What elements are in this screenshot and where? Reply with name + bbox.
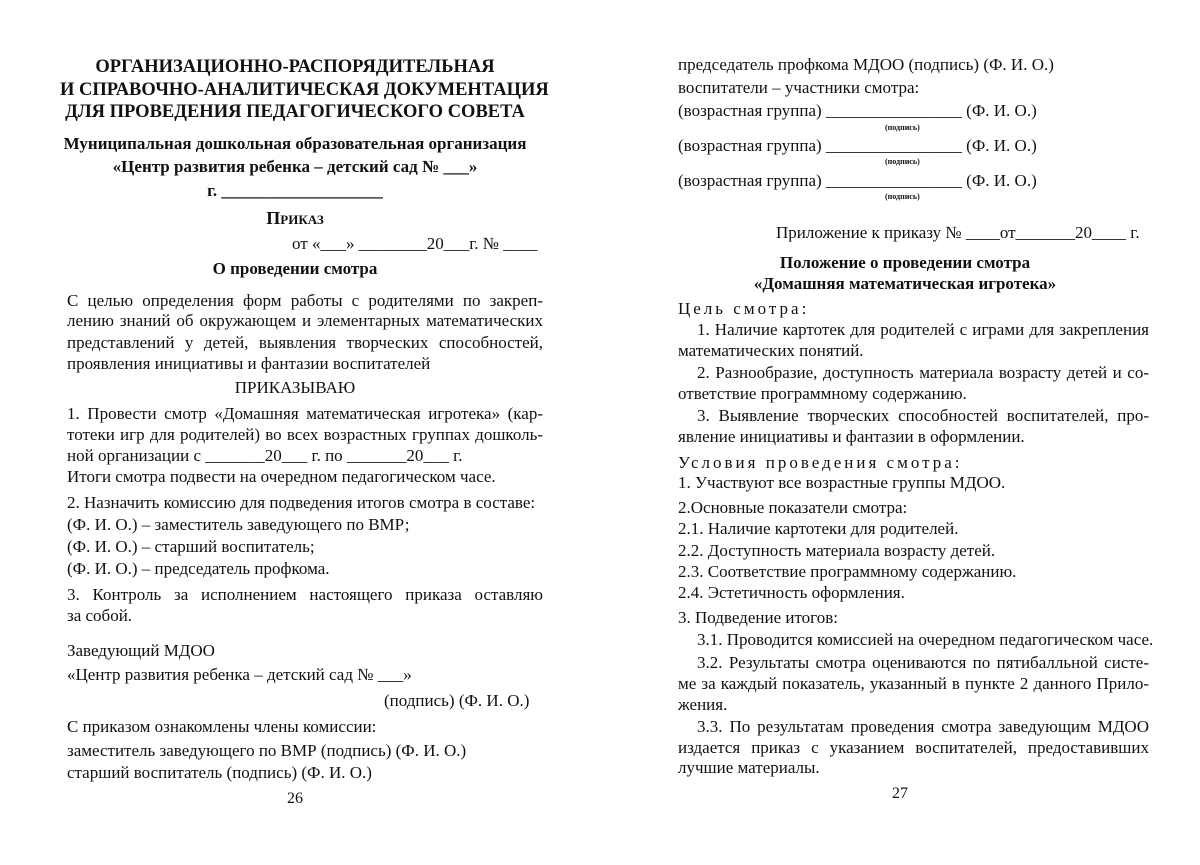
condition-line: 2.1. Наличие картотеки для родителей. — [678, 519, 959, 538]
goal-line: 3. Выявление творческих способностей воспитателей, про- — [697, 406, 1149, 425]
condition-line: 1. Участвуют все возрастные группы МДОО. — [678, 473, 1006, 492]
signature-caption: (подпись) — [885, 157, 920, 166]
acquainted-line: старший воспитатель (подпись) (Ф. И. О.) — [67, 763, 372, 782]
goal-line: математических понятий. — [678, 341, 864, 360]
position-title-line2: «Домашняя математическая игротека» — [753, 274, 1057, 293]
signature-caption: (подпись) — [885, 123, 920, 132]
order-word: ПРИКАЗЫВАЮ — [234, 378, 356, 397]
org-city: г. ___________________ — [207, 181, 383, 200]
acquainted-line: заместитель заведующего по ВМР (подпись) (Ф. И. О.) — [67, 741, 467, 760]
condition-line: жения. — [678, 695, 728, 714]
appendix-line: Приложение к приказу № ____от_______20____ г. — [776, 223, 1140, 242]
condition-line: издается приказ с указанием воспитателей, предоставивших — [678, 738, 1149, 757]
head-title: Заведующий МДОО — [67, 641, 215, 660]
condition-line: лучшие материалы. — [678, 758, 820, 777]
item2-line: (Ф. И. О.) – старший воспитатель; — [67, 537, 315, 556]
signature-caption: (подпись) — [885, 192, 920, 201]
item3-line: за собой. — [67, 606, 133, 625]
item1-line: тотеки игр для родителей) во всех возрастных группах дошколь- — [67, 425, 543, 444]
condition-line: 2.Основные показатели смотра: — [678, 498, 908, 517]
condition-line: 3. Подведение итогов: — [678, 608, 838, 627]
condition-line: 2.3. Соответствие программному содержанию. — [678, 562, 1017, 581]
item2-line: 2. Назначить комиссию для подведения итогов смотра в составе: — [67, 493, 536, 512]
top-line: воспитатели – участники смотра: — [678, 78, 920, 97]
preamble-line: С целью определения форм работы с родителями по закреп- — [67, 291, 543, 310]
conditions-heading: Условия проведения смотра: — [678, 453, 963, 472]
acquainted-line: С приказом ознакомлены члены комиссии: — [67, 717, 377, 736]
goal-line: 2. Разнообразие, доступность материала возрасту детей и со- — [697, 363, 1149, 382]
preamble-line: лению знаний об окружающем и элементарных математических — [67, 311, 543, 330]
preamble-line: представлений у детей, выявления творческих способностей, — [67, 333, 543, 352]
item1-line: 1. Провести смотр «Домашняя математическая игротека» (кар- — [67, 404, 543, 423]
age-group-line: (возрастная группа) ________________ (Ф. И. О.) — [678, 171, 1037, 190]
prikaz-subject: О проведении смотра — [212, 259, 378, 278]
head-signature: (подпись) (Ф. И. О.) — [384, 691, 530, 710]
item1-line: Итоги смотра подвести на очередном педагогическом часе. — [67, 467, 496, 486]
item2-line: (Ф. И. О.) – председатель профкома. — [67, 559, 330, 578]
prikaz-heading: Приказ — [266, 208, 324, 228]
position-title: Положение о проведении смотра — [779, 253, 1031, 272]
org-name: Муниципальная дошкольная образовательная организация — [63, 134, 527, 153]
doc-title-line: ОРГАНИЗАЦИОННО-РАСПОРЯДИТЕЛЬНАЯ — [95, 57, 495, 77]
condition-line: ме за каждый показатель, указанный в пункте 2 данного Прило- — [678, 674, 1149, 693]
goal-line: явление инициативы и фантазии в оформлении. — [678, 427, 1025, 446]
age-group-line: (возрастная группа) ________________ (Ф. И. О.) — [678, 136, 1037, 155]
condition-line: 2.4. Эстетичность оформления. — [678, 583, 905, 602]
age-group-line: (возрастная группа) ________________ (Ф. И. О.) — [678, 101, 1037, 120]
condition-line: 3.1. Проводится комиссией на очередном педагогическом часе. — [697, 630, 1154, 649]
preamble-line: проявления инициативы и фантазии воспитателей — [67, 354, 431, 373]
page-number: 26 — [287, 790, 303, 807]
goal-heading: Цель смотра: — [678, 299, 810, 318]
condition-line: 2.2. Доступность материала возрасту детей. — [678, 541, 996, 560]
right-page — [600, 0, 1200, 865]
doc-title-line: И СПРАВОЧНО-АНАЛИТИЧЕСКАЯ ДОКУМЕНТАЦИЯ — [60, 80, 549, 100]
page-number: 27 — [892, 785, 908, 802]
goal-line: ответствие программному содержанию. — [678, 384, 967, 403]
org-name-line2: «Центр развития ребенка – детский сад № ___» — [112, 157, 478, 176]
doc-title-line: ДЛЯ ПРОВЕДЕНИЯ ПЕДАГОГИЧЕСКОГО СОВЕТА — [65, 102, 525, 122]
condition-line: 3.2. Результаты смотра оцениваются по пятибалльной систе- — [697, 653, 1149, 672]
goal-line: 1. Наличие картотек для родителей с играми для закрепления — [697, 320, 1149, 339]
condition-line: 3.3. По результатам проведения смотра заведующим МДОО — [697, 717, 1149, 736]
top-line: председатель профкома МДОО (подпись) (Ф. И. О.) — [678, 55, 1054, 74]
prikaz-date-line: от «___» ________20___г. № ____ — [292, 234, 538, 253]
item3-line: 3. Контроль за исполнением настоящего приказа оставляю — [67, 585, 543, 604]
item2-line: (Ф. И. О.) – заместитель заведующего по ВМР; — [67, 515, 410, 534]
head-org: «Центр развития ребенка – детский сад № ___» — [67, 665, 412, 684]
item1-line: ной организации с _______20___ г. по _______20___ г. — [67, 446, 463, 465]
